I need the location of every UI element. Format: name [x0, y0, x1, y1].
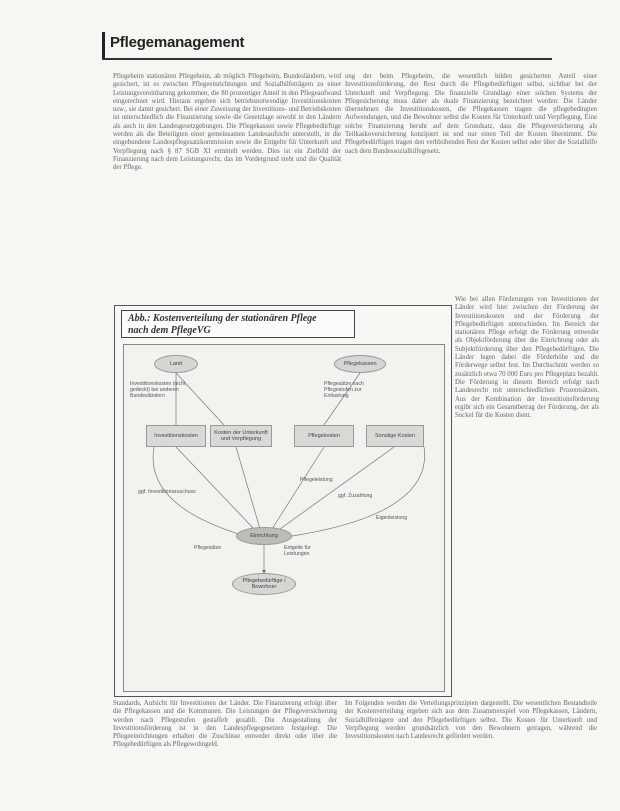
node-pflegekassen: Pflegekassen [334, 355, 386, 373]
text-column-top-right [345, 73, 597, 295]
paragraph: Wie bei allen Förderungen von Investitionen der Länder wird hier zwischen der Förderung der Investitionskosten und der Förderung der Pflegebedürftigen unterschieden. Im Bereich der stationären Pflege erfolgt die Förderung entweder als Objektförderung über die Einrichtung oder als Subjektförderung über den Pflegebedürftigen. Die Länder legen dabei die Förderhöhe und die Förderwege selbst fest. Im Durchschnitt werden so zusätzlich etwa 70 000 Euro pro Pflegeplatz bezahlt. Die Förderung in diesem Bereich erfolgt nach Landesrecht mit unterschiedlichen Prozentsätzen. Aus der Kombination der Investitionsförderung ergibt sich ein Gesamtbetrag der Förderung, der als Sockel für die Kosten dient. [455, 296, 599, 420]
text-column-bottom-right [345, 700, 597, 805]
paragraph: Standards, Aufsicht für Investitionen der Länder. Die Finanzierung erfolgt über die Pflegekassen und die Kommunen. Die Leistungen der Pflegeversicherung werden nach Pflegestufen gestaffelt gezahlt. Die Ausgestaltung der Investitionsförderung ist in den Landespflegegesetzen festgelegt. Die Pflegeeinrichtungen erhalten die Zuschüsse entweder direkt oder über die Pflegebedürftigen als Pflegewohngeld. [113, 700, 337, 749]
connector-pfl-einr [272, 447, 324, 529]
node-bewohner: Pflegebedürftige / Bewohner [232, 573, 296, 595]
label-pflegeleistung: Pflegeleistung [300, 477, 333, 483]
figure-title-line1: Abb.: Kostenverteilung der stationären Pflege [128, 313, 317, 324]
node-land: Land [154, 355, 198, 373]
connector-unt-einr [236, 447, 260, 529]
node-investitionskosten: Investitionskosten [146, 425, 206, 447]
connector-eigen [286, 447, 425, 537]
text-column-right-narrow [455, 296, 599, 696]
diagram [123, 344, 445, 692]
node-pflegekosten: Pflegekosten [294, 425, 354, 447]
label-zuschuss: ggf. Investitionszuschuss [138, 489, 196, 495]
header-rule [102, 32, 105, 58]
text-column-bottom-left [113, 700, 337, 805]
label-kassen-note: Pflegesätze nach Pflegestufen zur Entlastung [324, 381, 364, 400]
page-header [102, 30, 552, 60]
label-eigenleistung: Eigenleistung [376, 515, 408, 521]
figure-title [121, 310, 355, 338]
header-title: Pflegemanagement [110, 34, 245, 51]
paragraph: Pflegeheim stationären Pflegeheim, ab möglich Pflegeheim, Bundesländern, wird gesichert, ist es zwischen Pflegeeinrichtungen und Sozialhilfeträgern zu einer Leistungsvereinbarung gekommen, die 80 prozentiger Anteil in den Pflegeaufwand eingerechnet wird. Hieraus ergeben sich betriebsnotwendige Investitionskosten usw., sie damit gesichert. Bei einer Zuweisung der Investitions- und Betriebskosten ist unterschiedlich die Finanzierung sowie die Gesetzlage sowohl in den Ländern als auch in den Landesgesetzgebungen. Die Pflegekassen sowie Pflegebedürftige werden als die Beteiligten einer gemeinsamen Landesaufsicht unterstellt, in die eingebundene Landespflegesatzkommission sowie die Entgelte für Unterkunft und Verpflegung nach § 87 SGB XI ermittelt werden. Dies ist ein Zielbild der Finanzierung nach dem Leistungsrecht, das im Vordergrund steht und die Qualität der Pflege. [113, 73, 341, 172]
text-column-top-left [113, 73, 341, 305]
connector-inv-einr [176, 447, 254, 529]
paragraph: ung der beim Pflegeheim, die wesentlich bilden gesicherten Anteil einer Investitionsförderung, der Rest durch die Pflegebedürftigen selbst, sichtbar bei der Unterkunft und Verpflegung. Die finanzielle Grundlage einer solchen Systems der Pflegesicherung muss daher als duale Finanzierung bezeichnet werden: Die Länder übernehmen die Investitionskosten, die Pflegekassen tragen die pflegebedingten Aufwendungen, und die Bewohner selbst die Kosten für Unterkunft und Verpflegung. Eine solche Finanzierung beruht auf dem Grundsatz, dass die Pflegeversicherung als Teilkaskoversicherung konzipiert ist und nur einen Teil der Kosten übernimmt. Die Pflegebedürftigen tragen den verbleibenden Rest der Kosten selbst oder über die Sozialhilfe nach dem Bundessozialhilfegesetz. [345, 73, 597, 155]
node-unterkunft: Kosten der Unterkunft und Verpflegung [210, 425, 272, 447]
label-pflegesatz: Pflegesätze [194, 545, 222, 551]
node-sonstige: Sonstige Kosten [366, 425, 424, 447]
label-zuzahlung: ggf. Zuzahlung [338, 493, 373, 499]
figure [114, 305, 452, 697]
label-entgelt: Entgelte für Leistungen [284, 545, 311, 558]
paragraph: Im Folgenden werden die Verteilungsprinzipien dargestellt. Die wesentlichen Bestandteile der Kostenverteilung ergeben sich aus dem Zusammenspiel von Pflegekassen, Ländern, Sozialhilfeträgern und den Pflegebedürftigen selbst. Die Kosten für Unterkunft und Verpflegung werden grundsätzlich von den Bewohnern getragen, während die Investitionskosten nach Landesrecht gefördert werden. [345, 700, 597, 741]
figure-title-line2: nach dem PflegeVG [128, 325, 211, 336]
label-land-note: Investitionskosten (nicht gedeckt) bei anderen Bundesländern [130, 381, 186, 400]
node-einrichtung: Einrichtung [236, 527, 292, 545]
